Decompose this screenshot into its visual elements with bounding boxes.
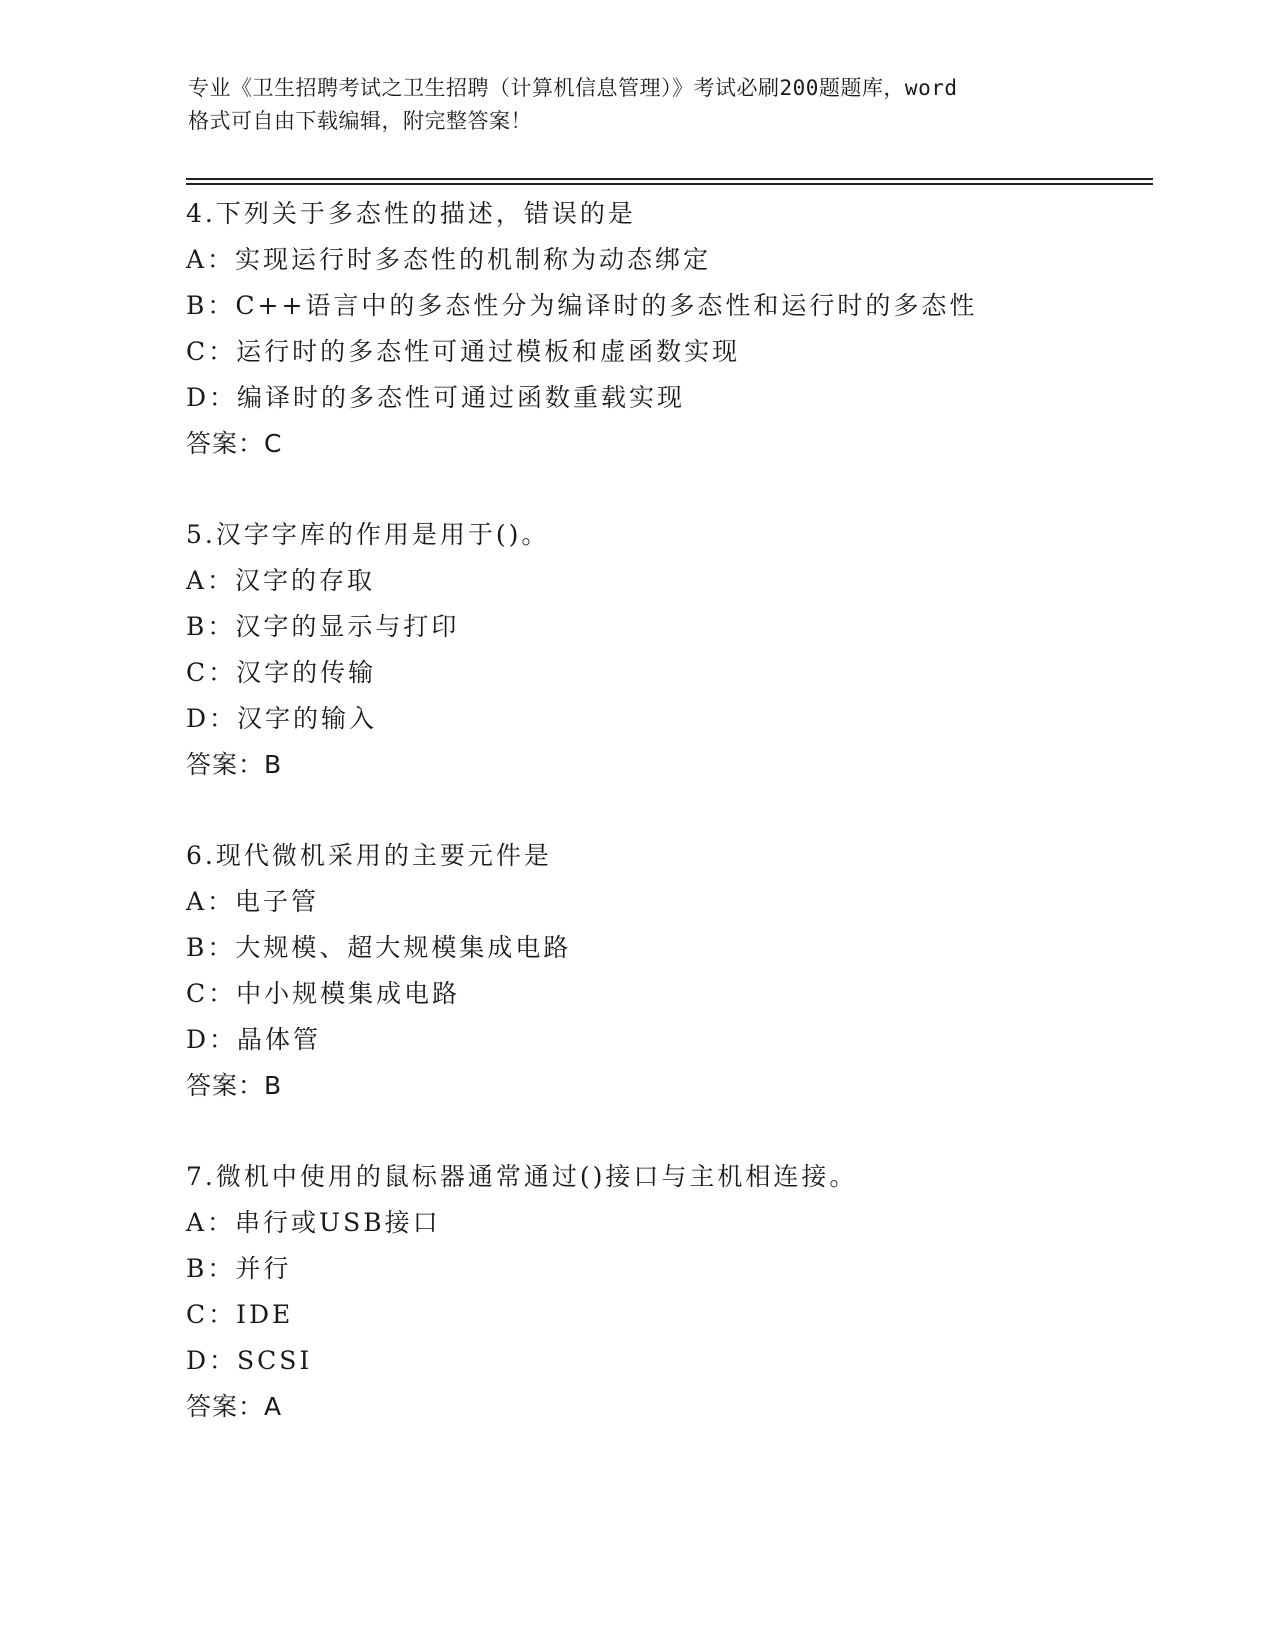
question-spacer xyxy=(186,467,1186,512)
option-b: B：C++语言中的多态性分为编译时的多态性和运行时的多态性 xyxy=(186,291,978,320)
question-spacer xyxy=(186,788,1186,833)
option-a: A：汉字的存取 xyxy=(186,566,376,595)
header-divider-top xyxy=(186,178,1153,180)
option-b: B：大规模、超大规模集成电路 xyxy=(186,933,572,962)
question-7 xyxy=(186,1154,1186,1430)
answer-label: 答案：C xyxy=(186,429,283,458)
question-stem: 5.汉字字库的作用是用于()。 xyxy=(186,520,550,549)
option-c: C：汉字的传输 xyxy=(186,658,377,687)
option-c: C：IDE xyxy=(186,1300,294,1329)
option-a: A：电子管 xyxy=(186,887,320,916)
option-d: D：编译时的多态性可通过函数重载实现 xyxy=(186,383,686,412)
header-line-2: 格式可自由下载编辑，附完整答案！ xyxy=(188,109,532,133)
option-c: C：中小规模集成电路 xyxy=(186,979,461,1008)
question-list xyxy=(186,191,1186,1430)
option-d: D：SCSI xyxy=(186,1346,313,1375)
question-stem: 4.下列关于多态性的描述，错误的是 xyxy=(186,199,636,228)
option-a: A：串行或USB接口 xyxy=(186,1208,441,1237)
document-header xyxy=(188,72,1088,138)
question-6 xyxy=(186,833,1186,1109)
header-line-1: 专业《卫生招聘考试之卫生招聘（计算机信息管理）》考试必刷200题题库，word xyxy=(188,76,958,100)
option-b: B：并行 xyxy=(186,1254,292,1283)
question-spacer xyxy=(186,1109,1186,1154)
option-d: D：晶体管 xyxy=(186,1025,322,1054)
question-stem: 7.微机中使用的鼠标器通常通过()接口与主机相连接。 xyxy=(186,1162,858,1191)
question-5 xyxy=(186,512,1186,788)
answer-label: 答案：B xyxy=(186,1071,283,1100)
option-a: A：实现运行时多态性的机制称为动态绑定 xyxy=(186,245,712,274)
answer-label: 答案：A xyxy=(186,1392,283,1421)
option-c: C：运行时的多态性可通过模板和虚函数实现 xyxy=(186,337,741,366)
option-d: D：汉字的输入 xyxy=(186,704,378,733)
question-stem: 6.现代微机采用的主要元件是 xyxy=(186,841,552,870)
option-b: B：汉字的显示与打印 xyxy=(186,612,460,641)
answer-label: 答案：B xyxy=(186,750,283,779)
question-4 xyxy=(186,191,1186,467)
header-divider-bottom xyxy=(186,183,1153,185)
